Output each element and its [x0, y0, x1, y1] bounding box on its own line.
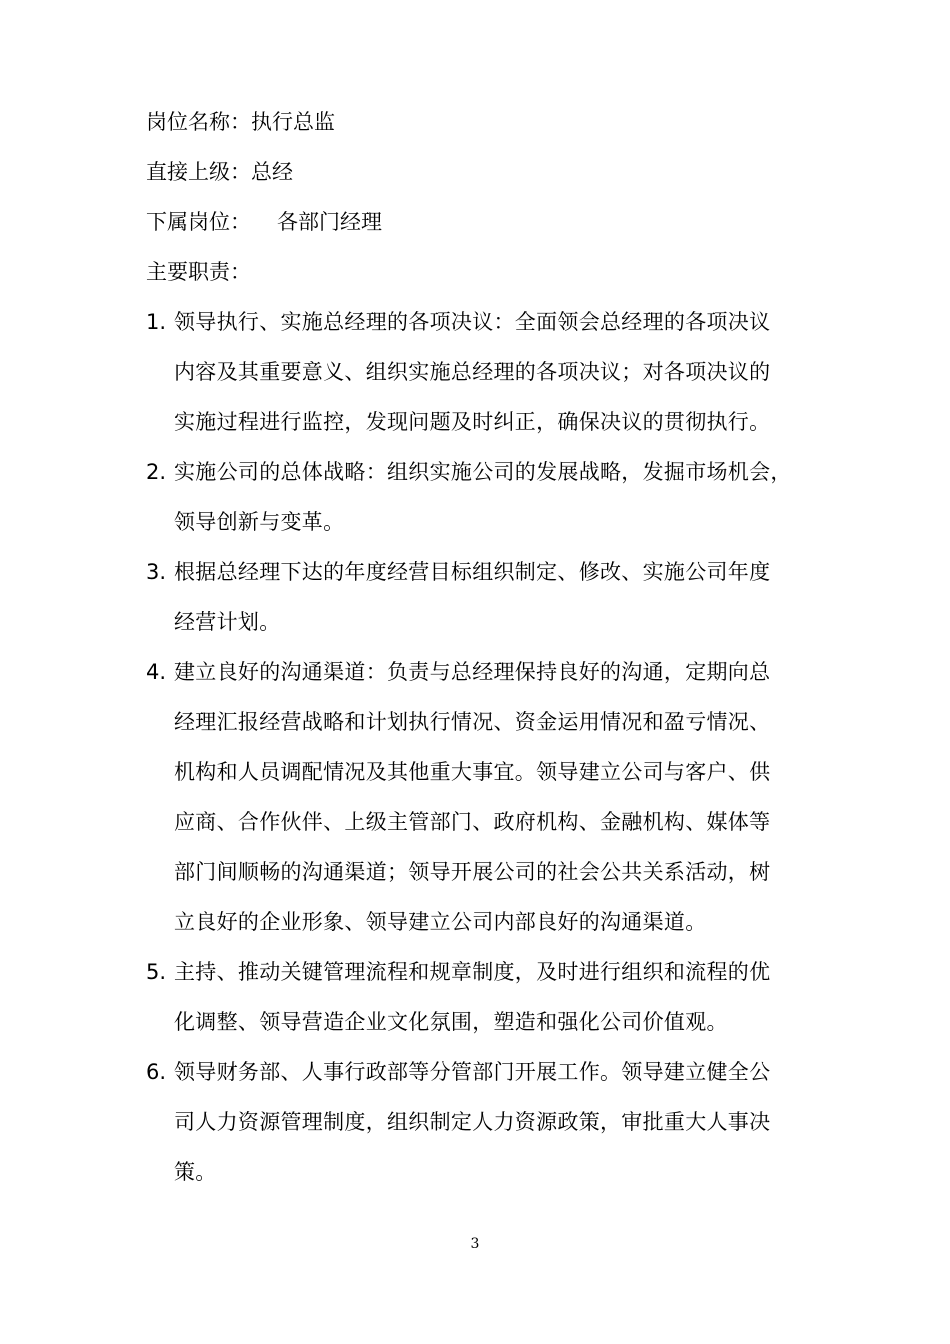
duty-line: 策。 — [174, 1160, 217, 1184]
duty-line: 内容及其重要意义、组织实施总经理的各项决议；对各项决议的 — [174, 360, 771, 384]
duty-line: 实施公司的总体战略：组织实施公司的发展战略，发掘市场机会， — [174, 460, 792, 484]
duty-line: 建立良好的沟通渠道：负责与总经理保持良好的沟通，定期向总 — [174, 660, 771, 684]
subordinate-positions — [146, 207, 382, 237]
duty-number: 5. — [146, 960, 167, 984]
duty-number: 3. — [146, 560, 167, 584]
subordinate-value: 各部门经理 — [277, 210, 382, 234]
duty-number: 6. — [146, 1060, 167, 1084]
position-name: 岗位名称：执行总监 — [146, 110, 335, 134]
duty-line: 应商、合作伙伴、上级主管部门、政府机构、金融机构、媒体等 — [174, 810, 771, 834]
duty-line: 根据总经理下达的年度经营目标组织制定、修改、实施公司年度 — [174, 560, 771, 584]
duty-line: 司人力资源管理制度，组织制定人力资源政策，审批重大人事决 — [174, 1110, 771, 1134]
duty-line: 化调整、领导营造企业文化氛围，塑造和强化公司价值观。 — [174, 1010, 728, 1034]
duty-line: 机构和人员调配情况及其他重大事宜。领导建立公司与客户、供 — [174, 760, 771, 784]
duty-line: 立良好的企业形象、领导建立公司内部良好的沟通渠道。 — [174, 910, 707, 934]
duty-line: 领导创新与变革。 — [174, 510, 345, 534]
duty-line: 部门间顺畅的沟通渠道；领导开展公司的社会公共关系活动，树 — [174, 860, 771, 884]
duty-number: 1. — [146, 310, 167, 334]
duty-line: 经营计划。 — [174, 610, 281, 634]
duty-line: 领导执行、实施总经理的各项决议：全面领会总经理的各项决议 — [174, 310, 771, 334]
duty-line: 主持、推动关键管理流程和规章制度，及时进行组织和流程的优 — [174, 960, 771, 984]
direct-superior: 直接上级：总经 — [146, 160, 293, 184]
duty-number: 4. — [146, 660, 167, 684]
subordinate-label: 下属岗位： — [146, 210, 251, 234]
duty-line: 领导财务部、人事行政部等分管部门开展工作。领导建立健全公 — [174, 1060, 771, 1084]
page-number: 3 — [470, 1236, 480, 1252]
duty-line: 实施过程进行监控，发现问题及时纠正，确保决议的贯彻执行。 — [174, 410, 771, 434]
duty-number: 2. — [146, 460, 167, 484]
duty-line: 经理汇报经营战略和计划执行情况、资金运用情况和盈亏情况、 — [174, 710, 771, 734]
duties-heading: 主要职责： — [146, 260, 251, 284]
